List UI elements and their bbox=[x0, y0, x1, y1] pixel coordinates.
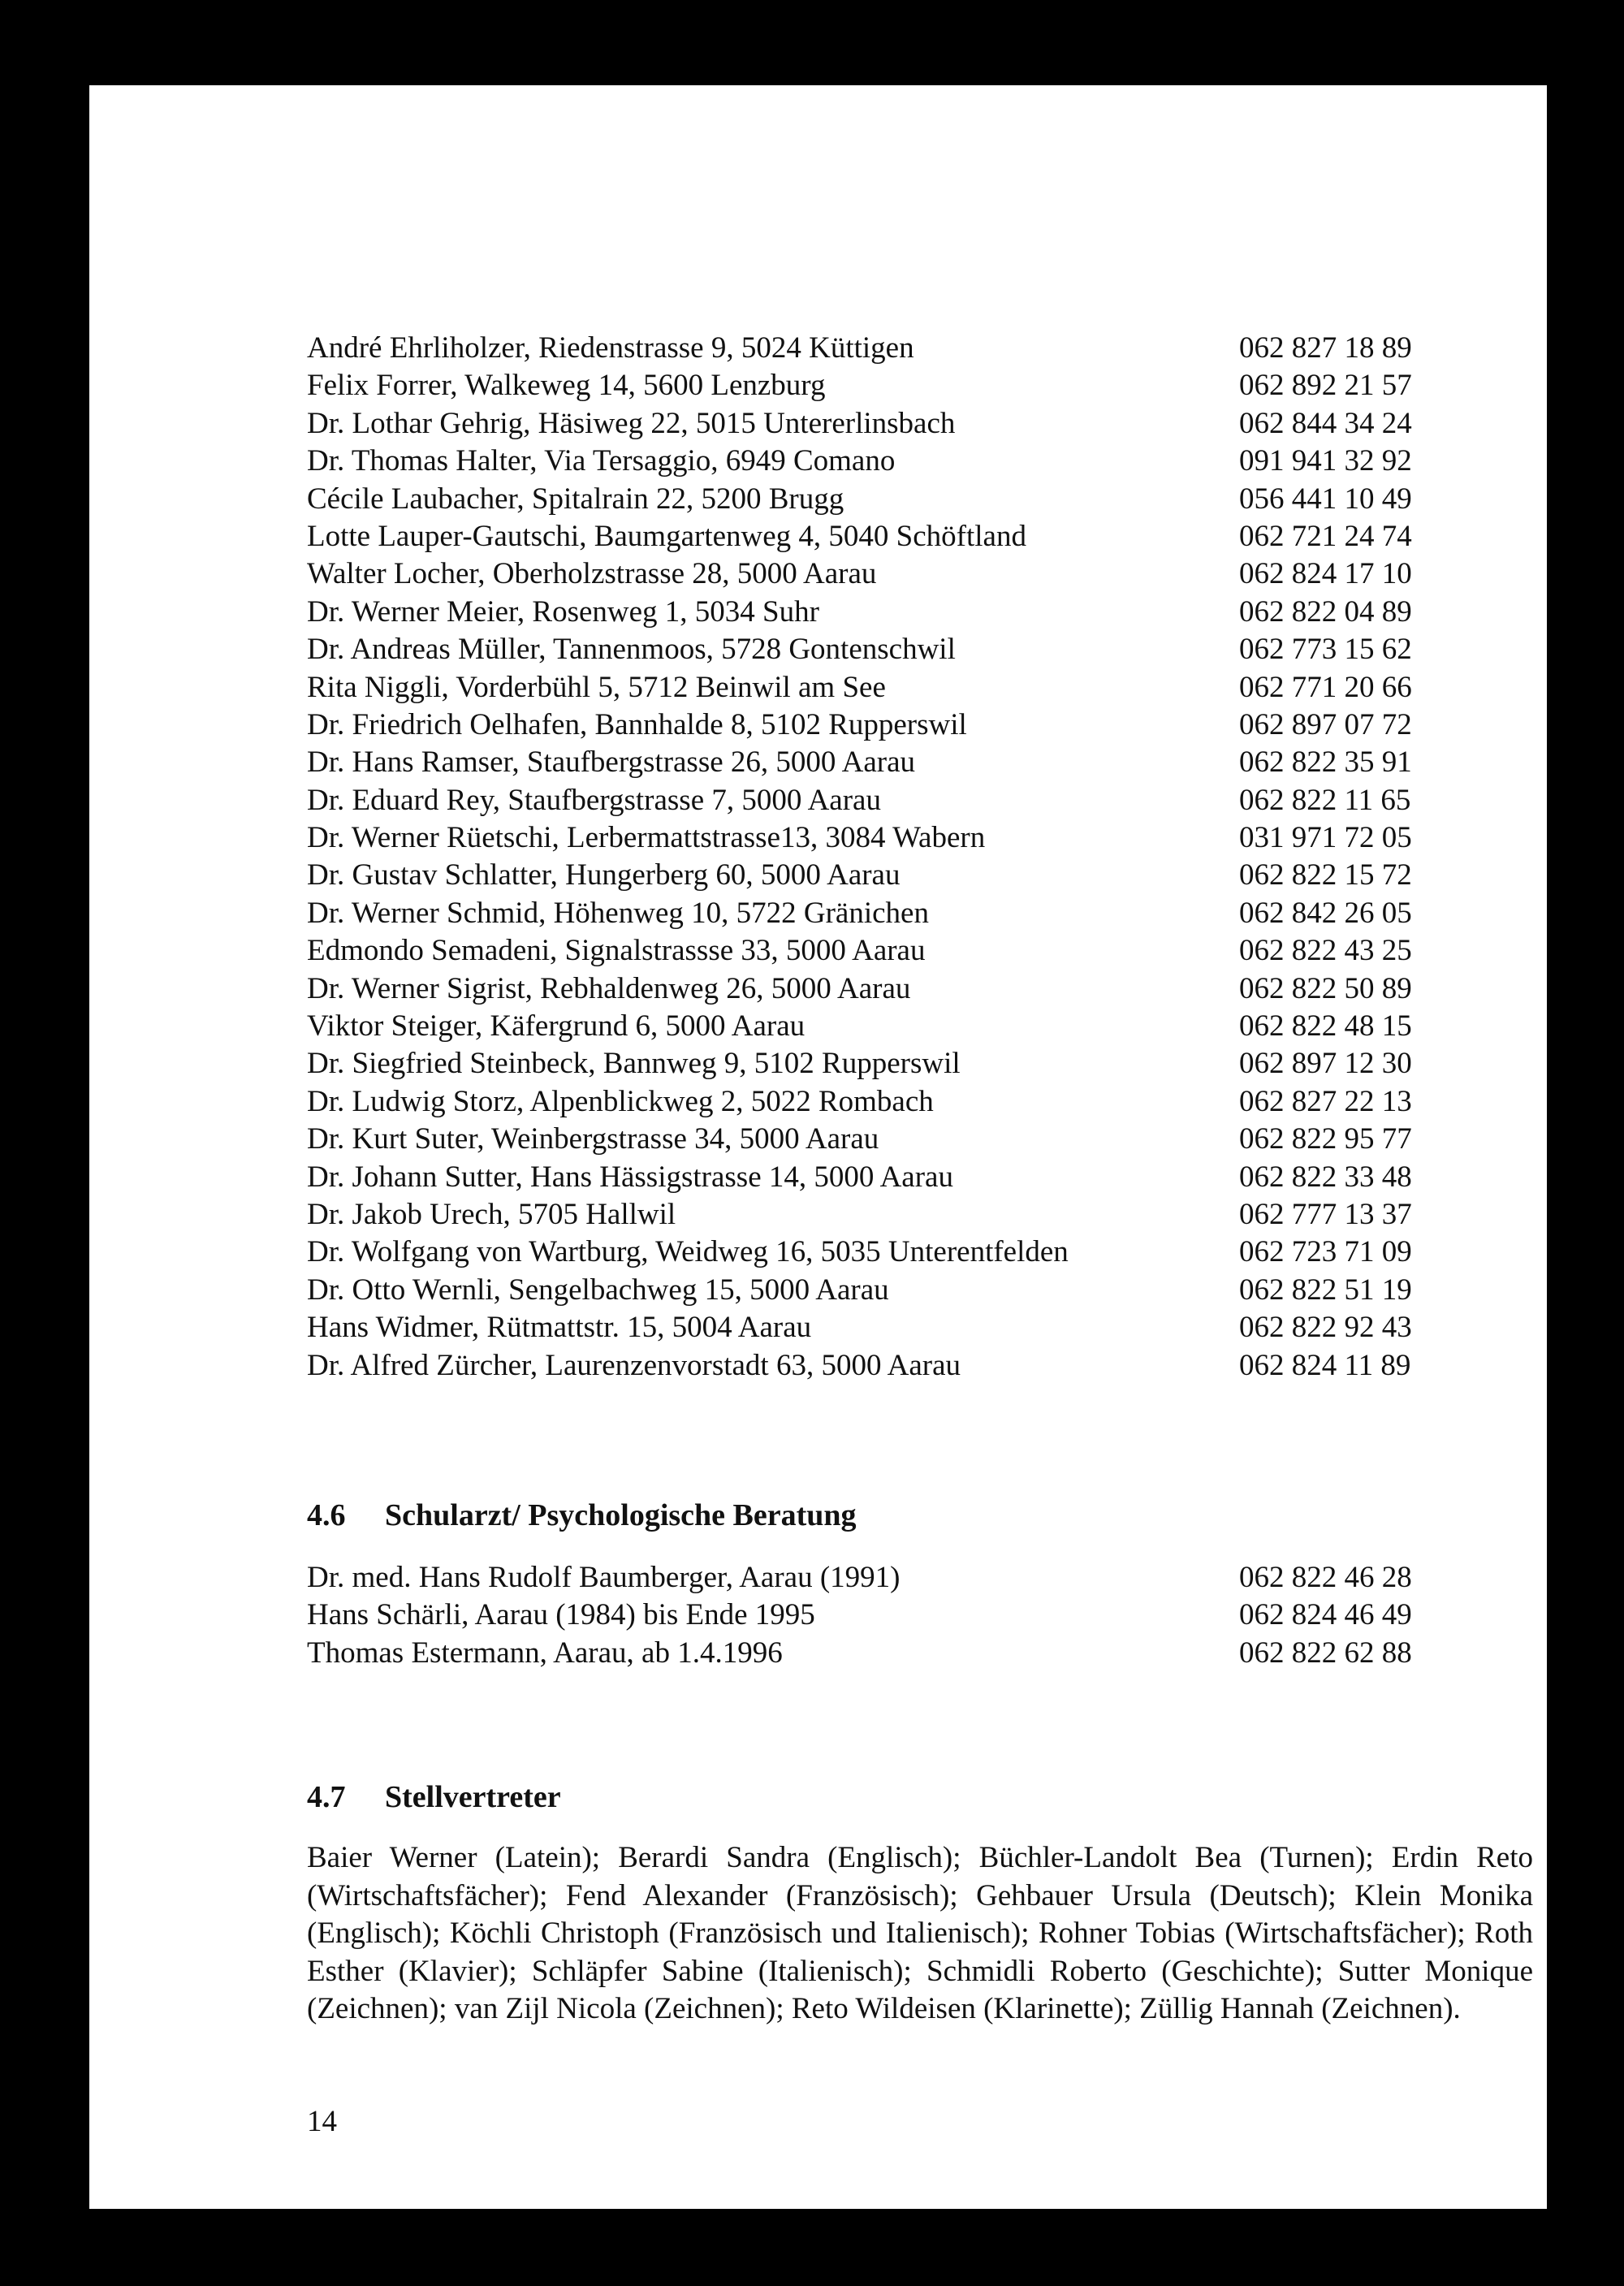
contact-name-address: Edmondo Semadeni, Signalstrassse 33, 5000 Aarau bbox=[307, 934, 926, 968]
contact-phone: 062 822 46 28 bbox=[1239, 1561, 1412, 1594]
contact-phone: 056 441 10 49 bbox=[1239, 482, 1412, 516]
contact-name-address: Felix Forrer, Walkeweg 14, 5600 Lenzburg bbox=[307, 369, 826, 403]
contact-phone: 062 771 20 66 bbox=[1239, 670, 1412, 704]
school-doctor-list bbox=[307, 1559, 1533, 1672]
contact-name-address: Dr. Johann Sutter, Hans Hässigstrasse 14, 5000 Aarau bbox=[307, 1160, 953, 1194]
contact-phone: 062 822 35 91 bbox=[1239, 745, 1412, 780]
contact-phone: 062 822 43 25 bbox=[1239, 934, 1412, 968]
contact-phone: 062 892 21 57 bbox=[1239, 369, 1412, 403]
contact-name-address: Lotte Lauper-Gautschi, Baumgartenweg 4, 5040 Schöftland bbox=[307, 519, 1026, 553]
contact-name-address: Dr. Hans Ramser, Staufbergstrasse 26, 5000 Aarau bbox=[307, 745, 915, 780]
contact-name-address: Dr. Gustav Schlatter, Hungerberg 60, 5000 Aarau bbox=[307, 858, 901, 892]
contact-row bbox=[307, 1309, 1533, 1346]
contact-name-address: Dr. Alfred Zürcher, Laurenzenvorstadt 63, 5000 Aarau bbox=[307, 1348, 961, 1382]
substitutes-paragraph: Baier Werner (Latein); Berardi Sandra (Englisch); Büchler-Landolt Bea (Turnen); Erdin Reto (Wirtschaftsfächer); Fend Alexander (Französisch); Gehbauer Ursula (Deutsch); Klein Monika (Englisch); Köchli Christoph (Französisch und Italienisch); Rohner Tobias (Wirtschaftsfächer); Roth Esther (Klavier); Schläpfer Sabine (Italienisch); Schmidli Roberto (Geschichte); Sutter Monique (Zeichnen); van Zijl Nicola (Zeichnen); Reto Wildeisen (Klarinette); Züllig Hannah (Zeichnen). bbox=[307, 1841, 1533, 2026]
contact-phone: 062 827 22 13 bbox=[1239, 1084, 1412, 1118]
school-doctor-row bbox=[307, 1635, 1533, 1672]
contact-phone: 062 822 95 77 bbox=[1239, 1122, 1412, 1156]
contact-phone: 062 723 71 09 bbox=[1239, 1235, 1412, 1269]
contact-row bbox=[307, 631, 1533, 668]
contact-row bbox=[307, 744, 1533, 781]
contact-phone: 062 822 33 48 bbox=[1239, 1160, 1412, 1194]
contact-phone: 062 777 13 37 bbox=[1239, 1197, 1412, 1231]
contact-row bbox=[307, 1083, 1533, 1121]
contact-name-address: Viktor Steiger, Käfergrund 6, 5000 Aarau bbox=[307, 1009, 806, 1044]
contact-name-address: André Ehrliholzer, Riedenstrasse 9, 5024 Küttigen bbox=[307, 331, 914, 365]
contact-row bbox=[307, 518, 1533, 555]
contact-phone: 062 824 11 89 bbox=[1239, 1348, 1411, 1382]
contact-name-address: Dr. Eduard Rey, Staufbergstrasse 7, 5000 Aarau bbox=[307, 783, 881, 817]
contact-phone: 062 844 34 24 bbox=[1239, 406, 1412, 440]
contact-name-address: Dr. Thomas Halter, Via Tersaggio, 6949 Comano bbox=[307, 444, 896, 478]
contact-row bbox=[307, 443, 1533, 480]
contact-phone: 062 822 48 15 bbox=[1239, 1009, 1412, 1044]
contact-list bbox=[307, 330, 1533, 1385]
contact-name-address: Dr. Werner Sigrist, Rebhaldenweg 26, 5000 Aarau bbox=[307, 971, 911, 1005]
contact-name-address: Dr. med. Hans Rudolf Baumberger, Aarau (1991) bbox=[307, 1561, 901, 1594]
school-doctor-row bbox=[307, 1597, 1533, 1634]
contact-row bbox=[307, 970, 1533, 1008]
section-heading-substitutes bbox=[307, 1778, 561, 1816]
contact-name-address: Rita Niggli, Vorderbühl 5, 5712 Beinwil am See bbox=[307, 670, 886, 704]
contact-name-address: Dr. Werner Schmid, Höhenweg 10, 5722 Gränichen bbox=[307, 896, 929, 930]
contact-name-address: Dr. Werner Meier, Rosenweg 1, 5034 Suhr bbox=[307, 594, 819, 629]
section-number: 4.6 bbox=[307, 1498, 346, 1532]
page-number: 14 bbox=[307, 2105, 337, 2138]
contact-phone: 091 941 32 92 bbox=[1239, 444, 1412, 478]
contact-row bbox=[307, 782, 1533, 819]
contact-row bbox=[307, 405, 1533, 443]
contact-name-address: Dr. Jakob Urech, 5705 Hallwil bbox=[307, 1197, 676, 1231]
contact-phone: 062 824 46 49 bbox=[1239, 1598, 1412, 1632]
contact-row bbox=[307, 1159, 1533, 1196]
contact-phone: 062 897 12 30 bbox=[1239, 1047, 1412, 1081]
contact-name-address: Dr. Ludwig Storz, Alpenblickweg 2, 5022 Rombach bbox=[307, 1084, 934, 1118]
contact-phone: 062 721 24 74 bbox=[1239, 519, 1412, 553]
contact-phone: 031 971 72 05 bbox=[1239, 821, 1412, 855]
contact-row bbox=[307, 481, 1533, 518]
contact-row bbox=[307, 330, 1533, 367]
contact-name-address: Dr. Otto Wernli, Sengelbachweg 15, 5000 Aarau bbox=[307, 1273, 889, 1307]
contact-row bbox=[307, 367, 1533, 404]
contact-phone: 062 822 51 19 bbox=[1239, 1273, 1412, 1307]
section-heading-school-doctor bbox=[307, 1497, 857, 1534]
contact-name-address: Dr. Siegfried Steinbeck, Bannweg 9, 5102 Rupperswil bbox=[307, 1047, 961, 1081]
section-title: Schularzt/ Psychologische Beratung bbox=[385, 1498, 857, 1532]
contact-name-address: Hans Widmer, Rütmattstr. 15, 5004 Aarau bbox=[307, 1311, 812, 1345]
contact-phone: 062 827 18 89 bbox=[1239, 331, 1412, 365]
contact-phone: 062 897 07 72 bbox=[1239, 707, 1412, 741]
contact-row bbox=[307, 669, 1533, 707]
contact-phone: 062 822 15 72 bbox=[1239, 858, 1412, 892]
contact-row bbox=[307, 895, 1533, 932]
contact-row bbox=[307, 1347, 1533, 1385]
contact-row bbox=[307, 857, 1533, 894]
contact-phone: 062 822 04 89 bbox=[1239, 594, 1412, 629]
contact-name-address: Dr. Werner Rüetschi, Lerbermattstrasse13, 3084 Wabern bbox=[307, 821, 986, 855]
contact-row bbox=[307, 1045, 1533, 1083]
contact-name-address: Dr. Kurt Suter, Weinbergstrasse 34, 5000 Aarau bbox=[307, 1122, 879, 1156]
section-number: 4.7 bbox=[307, 1780, 346, 1814]
contact-phone: 062 773 15 62 bbox=[1239, 633, 1412, 667]
contact-phone: 062 822 50 89 bbox=[1239, 971, 1412, 1005]
contact-row bbox=[307, 819, 1533, 857]
contact-name-address: Dr. Wolfgang von Wartburg, Weidweg 16, 5035 Unterentfelden bbox=[307, 1235, 1069, 1269]
contact-name-address: Walter Locher, Oberholzstrasse 28, 5000 Aarau bbox=[307, 557, 877, 591]
contact-phone: 062 822 62 88 bbox=[1239, 1636, 1412, 1670]
contact-row bbox=[307, 1008, 1533, 1045]
contact-name-address: Thomas Estermann, Aarau, ab 1.4.1996 bbox=[307, 1636, 783, 1670]
contact-name-address: Hans Schärli, Aarau (1984) bis Ende 1995 bbox=[307, 1598, 815, 1632]
contact-phone: 062 822 11 65 bbox=[1239, 783, 1411, 817]
contact-name-address: Dr. Lothar Gehrig, Häsiweg 22, 5015 Untererlinsbach bbox=[307, 406, 956, 440]
contact-row bbox=[307, 555, 1533, 593]
contact-row bbox=[307, 1234, 1533, 1271]
contact-phone: 062 824 17 10 bbox=[1239, 557, 1412, 591]
contact-name-address: Dr. Andreas Müller, Tannenmoos, 5728 Gontenschwil bbox=[307, 633, 956, 667]
contact-phone: 062 842 26 05 bbox=[1239, 896, 1412, 930]
contact-name-address: Dr. Friedrich Oelhafen, Bannhalde 8, 5102 Rupperswil bbox=[307, 707, 967, 741]
document-page bbox=[89, 85, 1547, 2209]
contact-row bbox=[307, 594, 1533, 631]
school-doctor-row bbox=[307, 1559, 1533, 1597]
contact-phone: 062 822 92 43 bbox=[1239, 1311, 1412, 1345]
contact-row bbox=[307, 932, 1533, 970]
section-title: Stellvertreter bbox=[385, 1780, 561, 1814]
contact-name-address: Cécile Laubacher, Spitalrain 22, 5200 Brugg bbox=[307, 482, 844, 516]
contact-row bbox=[307, 1196, 1533, 1234]
contact-row bbox=[307, 707, 1533, 744]
contact-row bbox=[307, 1121, 1533, 1158]
contact-row bbox=[307, 1272, 1533, 1309]
